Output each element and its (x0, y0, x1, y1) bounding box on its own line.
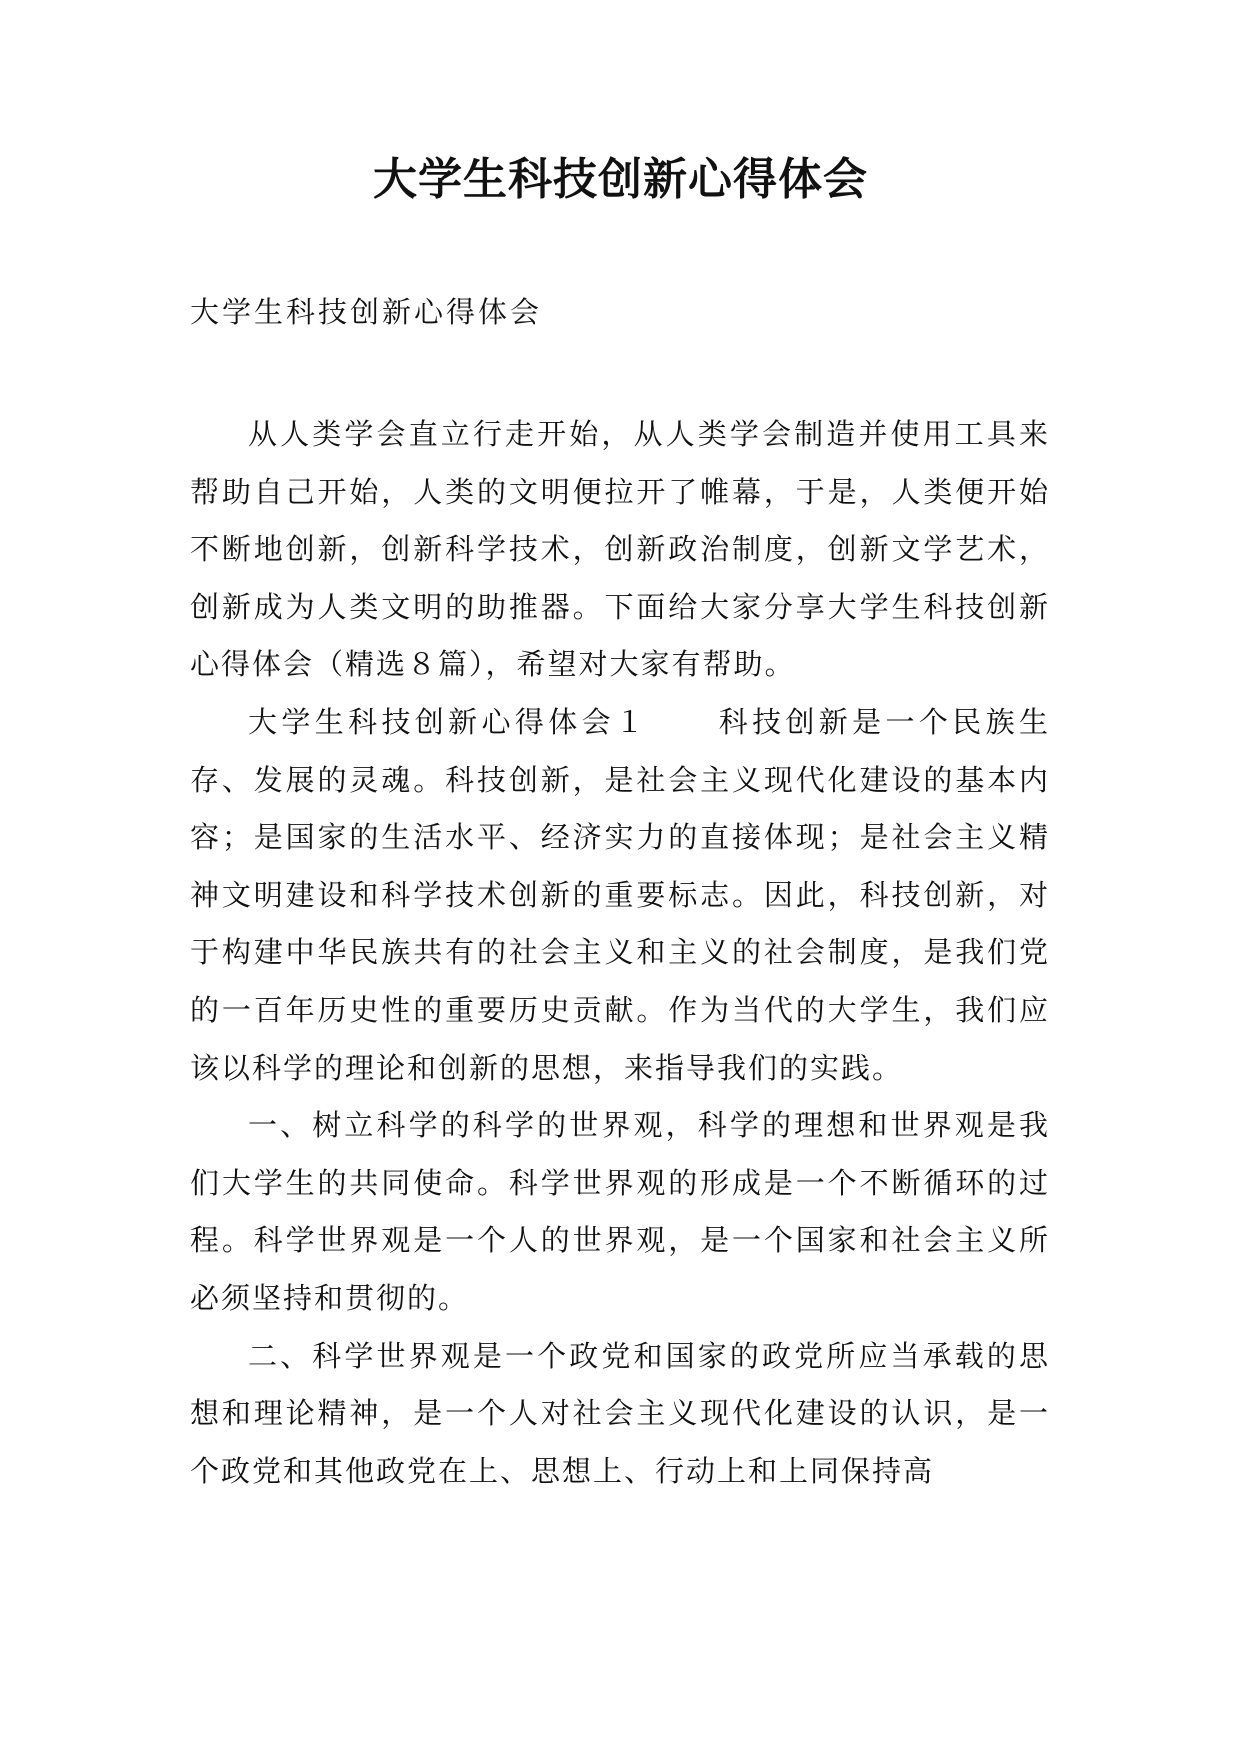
intro-paragraph: 从人类学会直立行走开始，从人类学会制造并使用工具来帮助自己开始，人类的文明便拉开了帷幕，于是，人类便开始不断地创新，创新科学技术，创新政治制度，创新文学艺术，创新成为人类文明的助推器。下面给大家分享大学生科技创新心得体会（精选８篇），希望对大家有帮助。 (190, 417, 1050, 682)
document-title: 大学生科技创新心得体会 (373, 154, 868, 205)
point-1-paragraph: 一、树立科学的科学的世界观，科学的理想和世界观是我们大学生的共同使命。科学世界观的形成是一个不断循环的过程。科学世界观是一个人的世界观，是一个国家和社会主义所必须坚持和贯彻的。 (190, 1108, 1050, 1315)
point-2-paragraph: 二、科学世界观是一个政党和国家的政党所应当承载的思想和理论精神，是一个人对社会主义现代化建设的认识，是一个政党和其他政党在上、思想上、行动上和上同保持高 (190, 1338, 1050, 1488)
document-body (190, 406, 1050, 1500)
document-subtitle: 大学生科技创新心得体会 (190, 295, 543, 329)
section-1-paragraph (190, 694, 1050, 1097)
section-1-text: 科技创新是一个民族生存、发展的灵魂。科技创新，是社会主义现代化建设的基本内容；是国家的生活水平、经济实力的直接体现；是社会主义精神文明建设和科学技术创新的重要标志。因此，科技创新，对于构建中华民族共有的社会主义和主义的社会制度，是我们党的一百年历史性的重要历史贡献。作为当代的大学生，我们应该以科学的理论和创新的思想，来指导我们的实践。 (190, 704, 1050, 1085)
section-1-heading: 大学生科技创新心得体会１ (248, 704, 649, 739)
